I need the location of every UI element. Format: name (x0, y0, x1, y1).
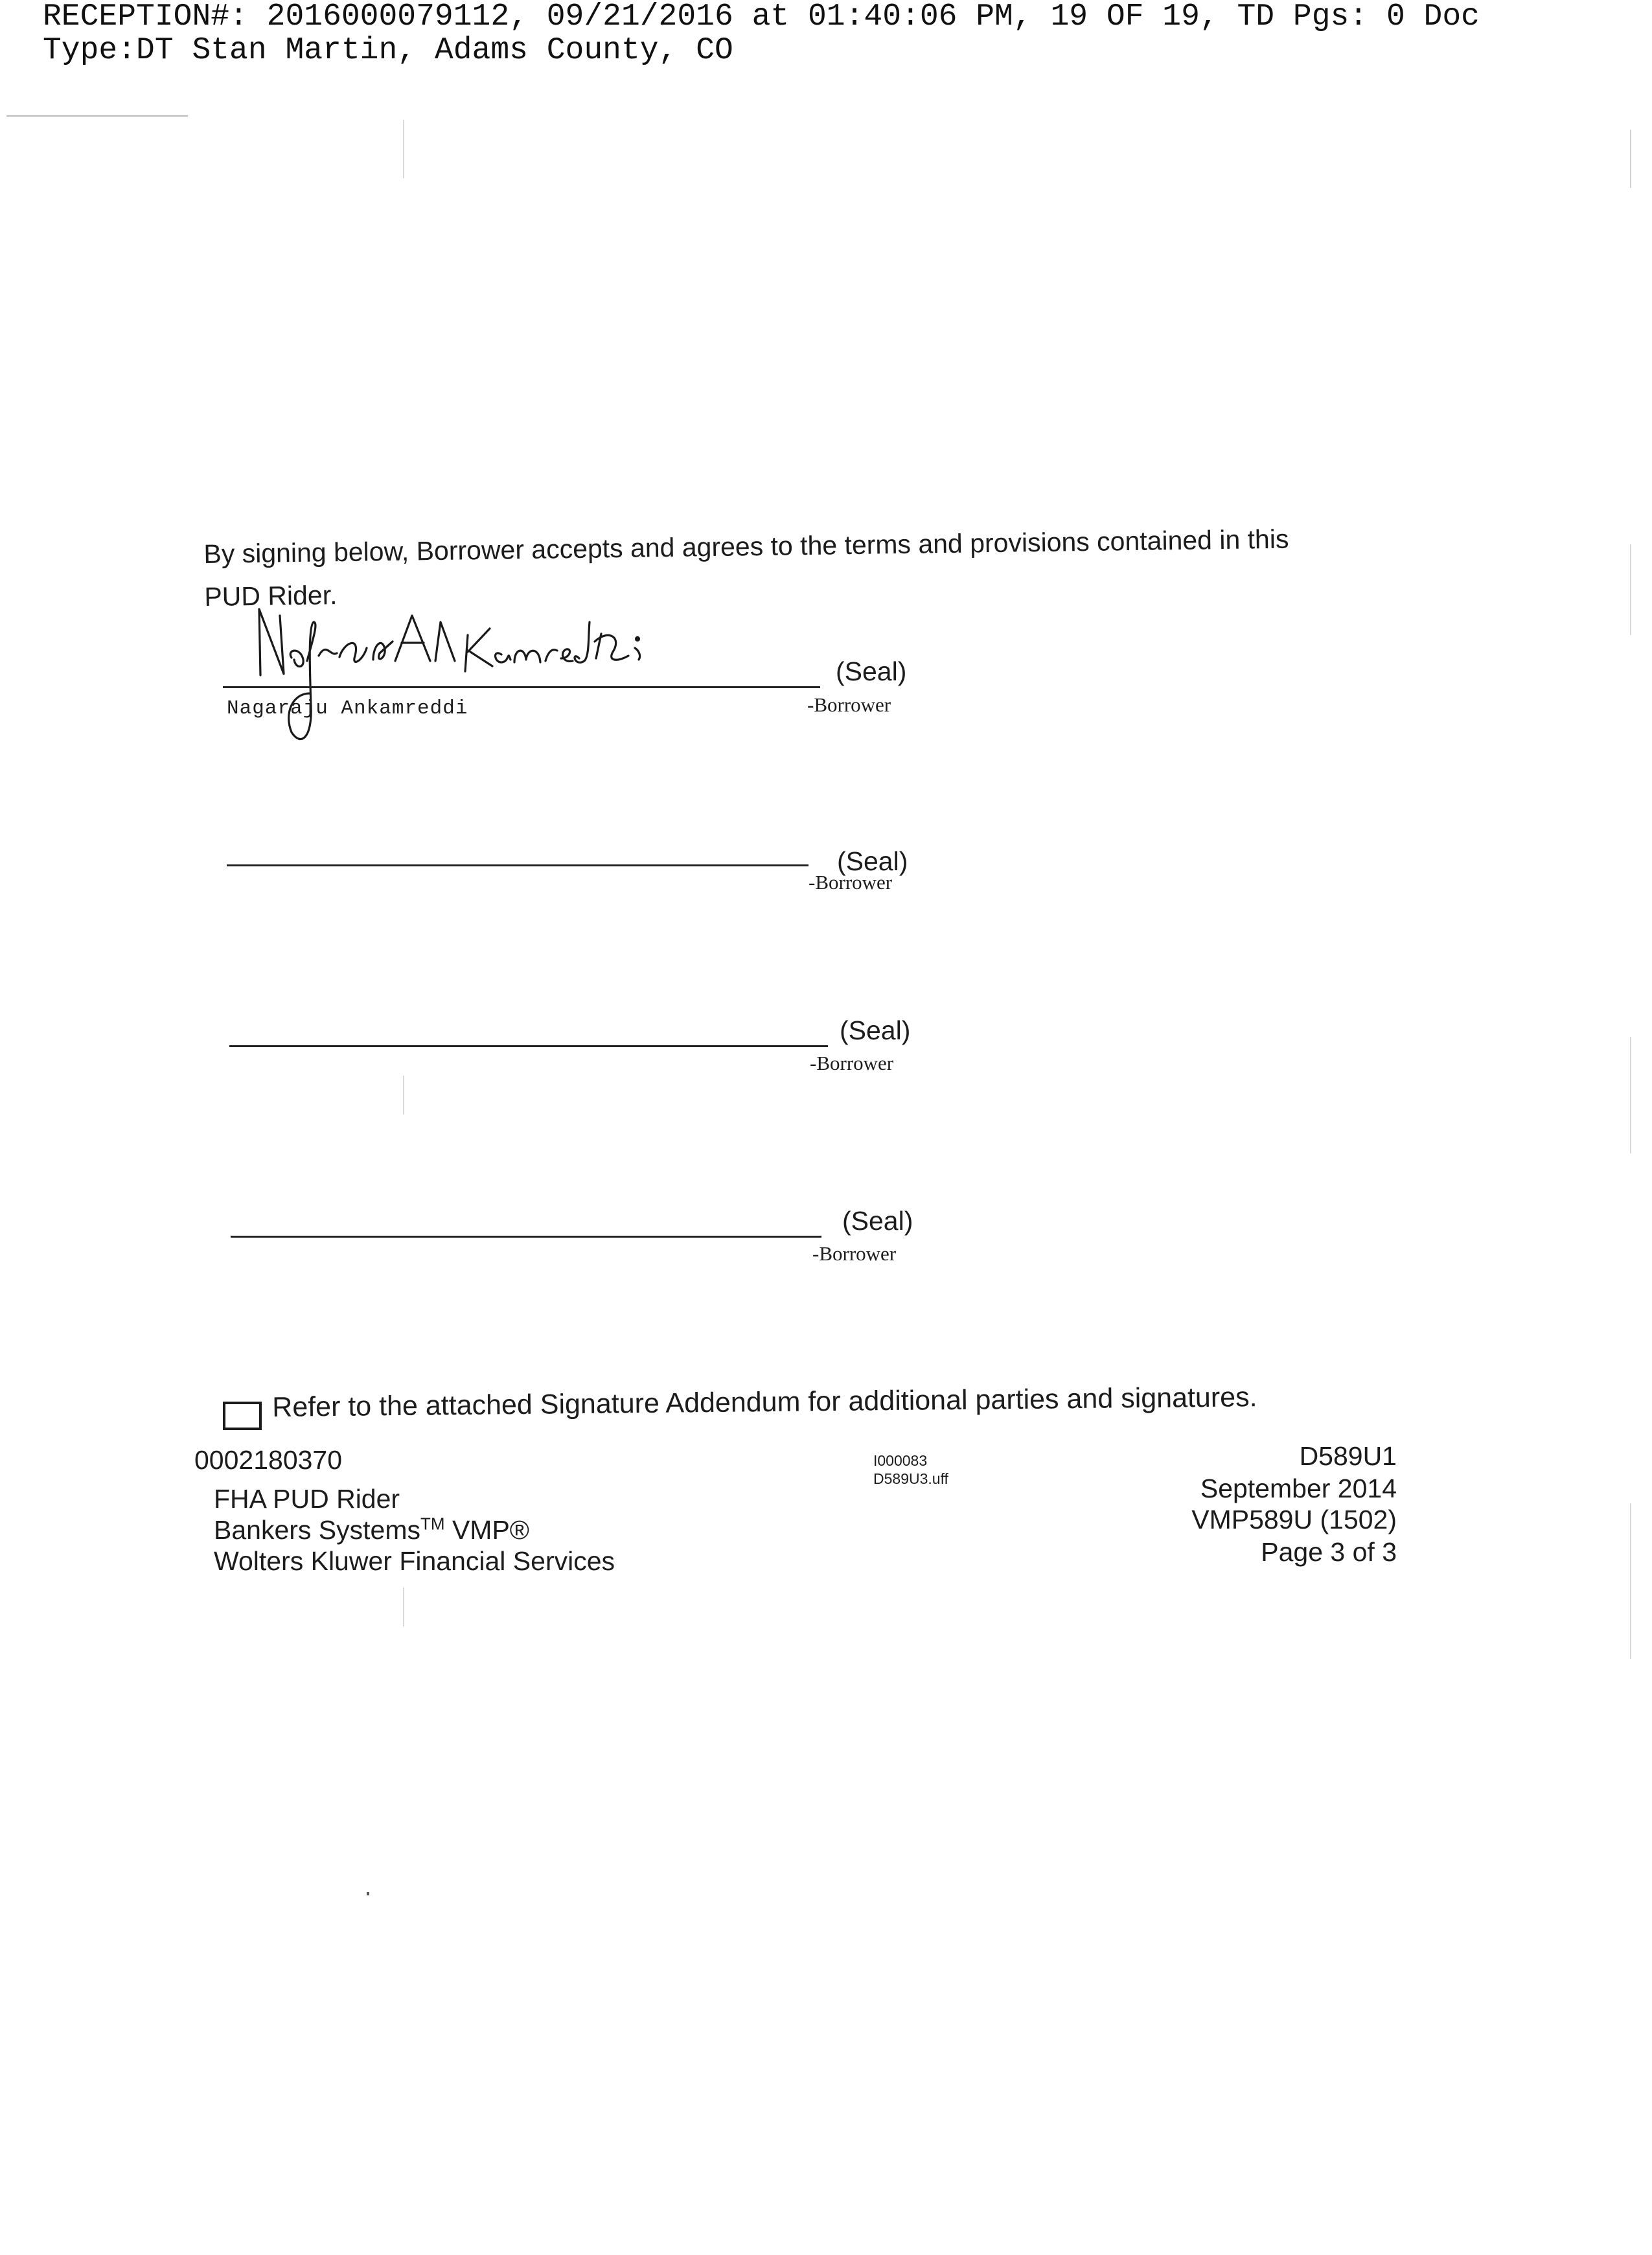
document-code-2: D589U3.uff (873, 1470, 948, 1487)
borrower-name-1: Nagaraju Ankamreddi (227, 697, 468, 720)
borrower-role-1: -Borrower (807, 693, 891, 716)
signature-line-3 (229, 1045, 828, 1047)
page-number: Page 3 of 3 (1261, 1537, 1397, 1567)
scan-artifact (367, 1892, 369, 1895)
borrower-signature-handwritten (246, 596, 726, 765)
signature-line-4 (231, 1236, 821, 1238)
vendor-main: Bankers Systems (214, 1515, 420, 1545)
vendor-line (214, 1515, 529, 1545)
borrower-role-4: -Borrower (812, 1242, 897, 1265)
scan-artifact (403, 120, 404, 178)
loan-number: 0002180370 (194, 1445, 343, 1475)
vendor-tail: VMP® (444, 1515, 529, 1545)
signature-addendum-checkbox[interactable] (223, 1402, 262, 1430)
scan-artifact (403, 1076, 404, 1115)
recording-stamp-line-2: Type:DT Stan Martin, Adams County, CO (43, 33, 733, 68)
form-date: September 2014 (1200, 1474, 1397, 1503)
borrower-role-3: -Borrower (810, 1052, 894, 1074)
form-name: FHA PUD Rider (214, 1484, 400, 1514)
scan-artifact (1630, 1037, 1631, 1153)
scan-artifact (6, 115, 188, 117)
publisher: Wolters Kluwer Financial Services (214, 1546, 615, 1576)
scan-artifact (1630, 1503, 1631, 1659)
seal-label-1: (Seal) (836, 656, 907, 686)
scan-artifact (403, 1588, 404, 1626)
seal-label-3: (Seal) (840, 1015, 911, 1045)
vendor-trademark: TM (420, 1514, 445, 1534)
acceptance-line-2: PUD Rider. (204, 580, 338, 612)
form-code: D589U1 (1299, 1441, 1397, 1471)
signature-line-2 (227, 864, 809, 866)
seal-label-4: (Seal) (842, 1206, 913, 1236)
signature-line-1 (223, 686, 820, 688)
scan-artifact (1630, 544, 1631, 635)
document-code-1: I000083 (873, 1452, 928, 1469)
acceptance-line-1: By signing below, Borrower accepts and agrees to the terms and provisions contained in this (203, 524, 1289, 569)
seal-label-2: (Seal) (837, 846, 908, 876)
form-version: VMP589U (1502) (1191, 1505, 1397, 1534)
scan-artifact (1630, 130, 1631, 188)
recording-stamp-line-1: RECEPTION#: 2016000079112, 09/21/2016 at 01:40:06 PM, 19 OF 19, TD Pgs: 0 Doc (43, 0, 1480, 34)
borrower-role-2: -Borrower (809, 871, 893, 894)
signature-addendum-text: Refer to the attached Signature Addendum for additional parties and signatures. (272, 1382, 1257, 1423)
